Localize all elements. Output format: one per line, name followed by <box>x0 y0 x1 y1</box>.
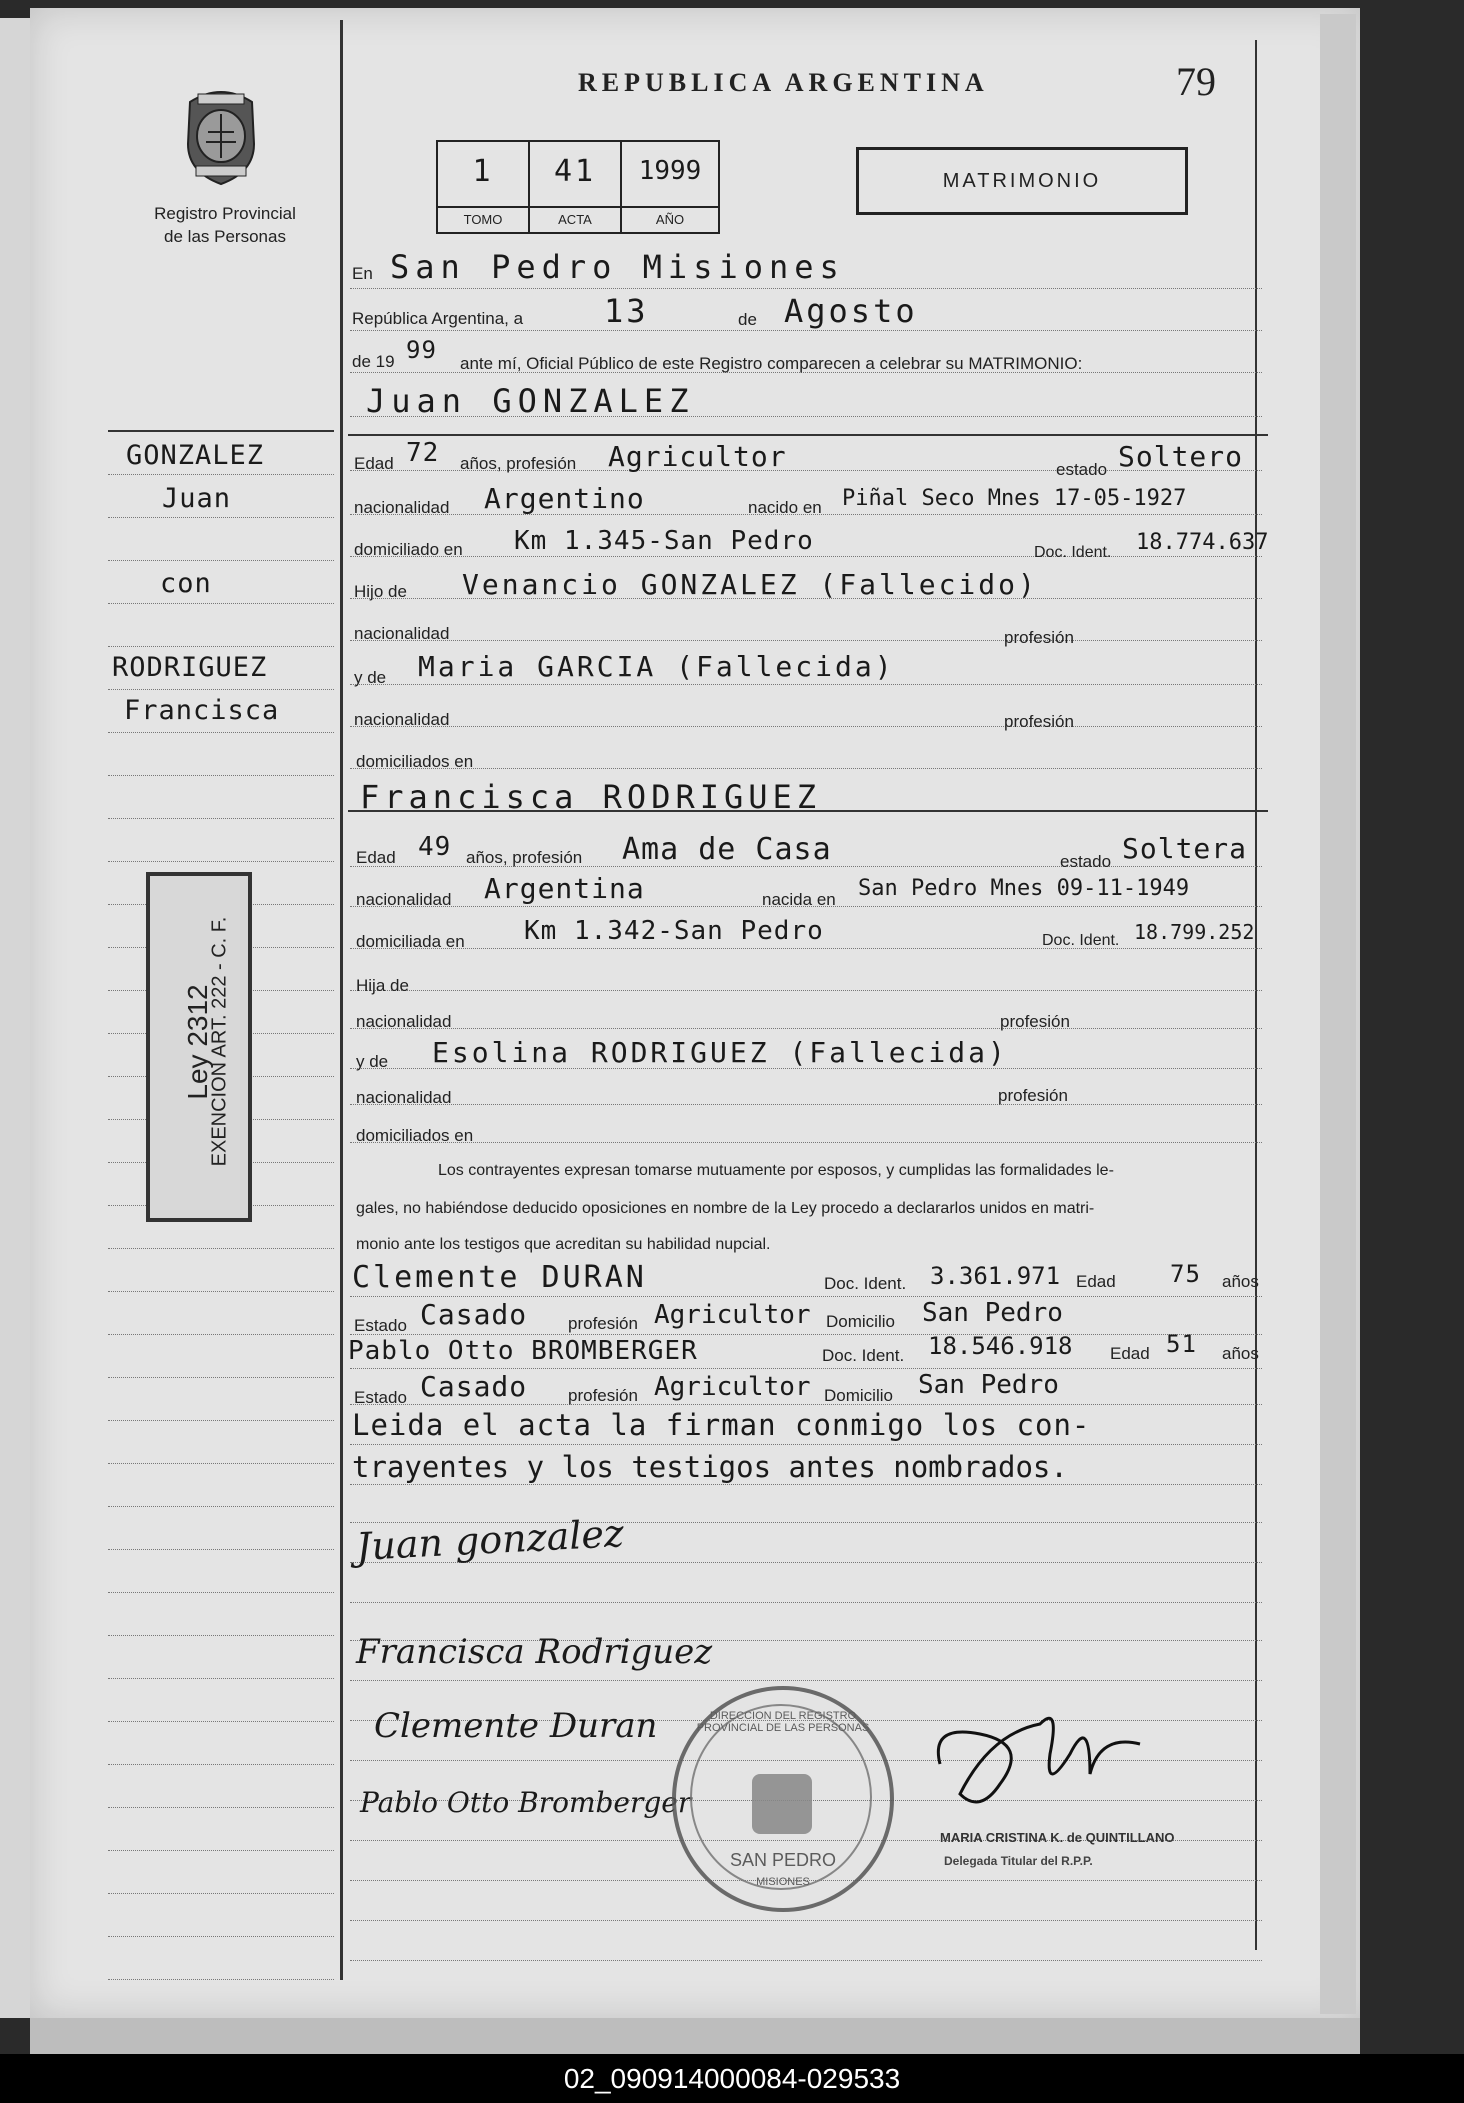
groom-nac-label: nacionalidad <box>354 498 450 517</box>
anio-cell <box>622 142 718 232</box>
margin-ruled-line <box>108 603 334 604</box>
groom-padres-dom-label: domiciliados en <box>356 752 474 771</box>
witness1-doc: 3.361.971 <box>930 1262 1061 1290</box>
witness1-estado: Casado <box>420 1298 528 1331</box>
page-number: 79 <box>1176 59 1216 104</box>
stamp-bottom: MISIONES <box>756 1876 810 1888</box>
margin-top-rule <box>108 430 334 432</box>
bride-nac-label: nacionalidad <box>356 890 452 909</box>
margin-ruled-line <box>108 1377 334 1378</box>
bride-age: 49 <box>418 832 452 862</box>
witness2-edad-label: Edad <box>1110 1344 1150 1363</box>
tomo-label: TOMO <box>438 206 528 227</box>
margin-name2: Francisca <box>124 695 280 726</box>
declaration-line3: monio ante los testigos que acreditan su habilidad nupcial. <box>356 1236 771 1253</box>
witness1-edad-label: Edad <box>1076 1272 1116 1291</box>
provincial-seal <box>178 84 264 188</box>
registry-line2: de las Personas <box>164 227 286 246</box>
month-value: Agosto <box>784 292 918 330</box>
groom-hijo-label: Hijo de <box>354 582 407 601</box>
groom-estado-label: estado <box>1056 460 1108 479</box>
body-ruled-line <box>350 1368 1262 1369</box>
groom-estado: Soltero <box>1118 440 1244 473</box>
margin-ruled-line <box>108 1807 334 1808</box>
body-ruled-line <box>350 1028 1262 1029</box>
republica-label: República Argentina, a <box>352 309 524 328</box>
witness2-dom-label: Domicilio <box>824 1386 893 1405</box>
witness2-anios-label: años <box>1222 1344 1259 1363</box>
margin-ruled-line <box>108 689 334 690</box>
margin-ruled-line <box>108 1721 334 1722</box>
record-number-box <box>436 140 720 234</box>
body-ruled-line <box>350 1404 1262 1405</box>
anio-value: 1999 <box>638 156 702 186</box>
bride-doc-label: Doc. Ident. <box>1042 932 1120 949</box>
bride-nac3-label: nacionalidad <box>356 1088 452 1107</box>
groom-anios-label: años, profesión <box>460 454 577 473</box>
groom-doc-label: Doc. Ident. <box>1034 544 1112 561</box>
year-prefix: de 19 <box>352 352 395 371</box>
bride-name: Francisca RODRIGUEZ <box>360 778 822 816</box>
margin-ruled-line <box>108 1549 334 1550</box>
margin-ruled-line <box>108 775 334 776</box>
witness1-age: 75 <box>1170 1260 1201 1288</box>
witness2-profession: Agricultor <box>654 1372 811 1402</box>
margin-ruled-line <box>108 646 334 647</box>
groom-dom-label: domiciliado en <box>354 540 463 559</box>
witness2-signature: Pablo Otto Bromberger <box>360 1786 692 1819</box>
left-page-edge <box>0 18 30 2018</box>
witness1-signature: Clemente Duran <box>374 1706 658 1746</box>
witness2-age: 51 <box>1166 1330 1197 1358</box>
witness1-estado-label: Estado <box>354 1316 407 1335</box>
de-label: de <box>738 310 757 329</box>
groom-nacido-label: nacido en <box>748 498 822 517</box>
closing-line1: Leida el acta la firman conmigo los con- <box>352 1408 1091 1442</box>
margin-ruled-line <box>108 1506 334 1507</box>
bride-doc: 18.799.252 <box>1134 920 1255 944</box>
intro-text: ante mí, Oficial Público de este Registro comparecen a celebrar su MATRIMONIO: <box>460 354 1083 373</box>
bride-padres-dom-label: domiciliados en <box>356 1126 474 1145</box>
body-ruled-line <box>350 726 1262 727</box>
body-ruled-line <box>350 1680 1262 1681</box>
margin-ruled-line <box>108 1463 334 1464</box>
margin-ruled-line <box>108 1850 334 1851</box>
witness2-domicile: San Pedro <box>918 1370 1059 1400</box>
body-ruled-line <box>350 948 1262 949</box>
acta-label: ACTA <box>530 206 620 227</box>
stamp-emblem <box>752 1774 812 1834</box>
bride-edad-label: Edad <box>356 848 396 867</box>
groom-domicile: Km 1.345-San Pedro <box>514 526 814 556</box>
body-ruled-line <box>350 1296 1262 1297</box>
margin-surname1: GONZALEZ <box>126 440 265 471</box>
groom-signature: Juan gonzalez <box>355 1511 625 1569</box>
body-ruled-line <box>350 1960 1262 1961</box>
witness1-domicile: San Pedro <box>922 1298 1063 1328</box>
margin-ruled-line <box>108 1893 334 1894</box>
tomo-cell <box>438 142 530 232</box>
margin-divider <box>340 20 343 1980</box>
body-ruled-line <box>350 1142 1262 1143</box>
bride-birth: San Pedro Mnes 09-11-1949 <box>858 876 1190 901</box>
margin-ruled-line <box>108 1678 334 1679</box>
margin-ruled-line <box>108 1764 334 1765</box>
right-rule <box>1255 40 1257 1950</box>
body-ruled-line <box>350 330 1262 331</box>
stamp-line2: EXENCION ART. 222 - C. F. <box>208 916 231 1167</box>
body-ruled-line <box>350 1920 1262 1921</box>
bride-nationality: Argentina <box>484 872 645 905</box>
witness2-doc: 18.546.918 <box>928 1332 1073 1360</box>
bride-signature: Francisca Rodriguez <box>356 1632 713 1672</box>
body-ruled-line <box>350 556 1262 557</box>
rule-groom-top <box>348 434 1268 436</box>
stamp-place: SAN PEDRO <box>729 1850 837 1870</box>
witness1-profession: Agricultor <box>654 1300 811 1330</box>
closing-line2: trayentes y los testigos antes nombrados. <box>352 1450 1068 1484</box>
body-ruled-line <box>350 990 1262 991</box>
groom-profession: Agricultor <box>608 440 787 473</box>
groom-nac2-label: nacionalidad <box>354 624 450 643</box>
acta-value: 41 <box>553 154 597 189</box>
witness2-estado-label: Estado <box>354 1388 407 1407</box>
witness1-prof-label: profesión <box>568 1314 638 1333</box>
bride-anios-label: años, profesión <box>466 848 583 867</box>
body-ruled-line <box>350 288 1262 289</box>
groom-prof-label: profesión <box>1004 628 1074 647</box>
margin-ruled-line <box>108 1936 334 1937</box>
en-label: En <box>352 264 373 283</box>
declaration-line1: Los contrayentes expresan tomarse mutuamente por esposos, y cumplidas las formalidades le- <box>438 1162 1114 1179</box>
bride-profession: Ama de Casa <box>622 832 832 867</box>
margin-ruled-line <box>108 1592 334 1593</box>
bride-mother: Esolina RODRIGUEZ (Fallecida) <box>432 1036 1008 1069</box>
body-ruled-line <box>350 684 1262 685</box>
official-title: Delegada Titular del R.P.P. <box>944 1854 1093 1868</box>
margin-ruled-line <box>108 818 334 819</box>
margin-ruled-line <box>108 1635 334 1636</box>
margin-ruled-line <box>108 1248 334 1249</box>
witness1-doc-label: Doc. Ident. <box>824 1274 907 1293</box>
bride-hija-label: Hija de <box>356 976 409 995</box>
witness2-prof-label: profesión <box>568 1386 638 1405</box>
body-ruled-line <box>350 1334 1262 1335</box>
margin-con: con <box>160 568 212 599</box>
country-heading: REPUBLICA ARGENTINA <box>578 68 989 97</box>
margin-ruled-line <box>108 1291 334 1292</box>
groom-name: Juan GONZALEZ <box>366 382 695 420</box>
place-value: San Pedro Misiones <box>390 248 845 286</box>
witness1-anios-label: años <box>1222 1272 1259 1291</box>
margin-name1: Juan <box>162 483 232 514</box>
bride-domicile: Km 1.342-San Pedro <box>524 916 824 946</box>
margin-ruled-line <box>108 861 334 862</box>
exemption-stamp <box>146 872 252 1222</box>
body-ruled-line <box>350 1602 1262 1603</box>
stamp-line1: Ley 2312 <box>182 984 213 1100</box>
groom-nac3-label: nacionalidad <box>354 710 450 729</box>
stamp-text: DIRECCION DEL REGISTRO PROVINCIAL DE LAS PERSONAS <box>696 1710 870 1734</box>
doc-type-box: MATRIMONIO <box>856 147 1188 215</box>
margin-ruled-line <box>108 732 334 733</box>
bride-dom-label: domiciliada en <box>356 932 465 951</box>
body-ruled-line <box>350 640 1262 641</box>
official-round-stamp <box>672 1686 894 1912</box>
groom-nationality: Argentino <box>484 482 645 515</box>
anio-label: AÑO <box>622 206 718 227</box>
bride-estado: Soltera <box>1122 832 1248 865</box>
witness1-name: Clemente DURAN <box>352 1260 647 1295</box>
margin-ruled-line <box>108 1334 334 1335</box>
right-page-edge <box>1320 14 1356 2014</box>
bottom-page-edge <box>30 2018 1360 2054</box>
witness1-dom-label: Domicilio <box>826 1312 895 1331</box>
margin-ruled-line <box>108 560 334 561</box>
bride-nac2-label: nacionalidad <box>356 1012 452 1031</box>
margin-ruled-line <box>108 1420 334 1421</box>
acta-cell <box>530 142 622 232</box>
margin-ruled-line <box>108 474 334 475</box>
declaration-line2: gales, no habiéndose deducido oposiciones en nombre de la Ley procedo a declararlos unidos en matri- <box>356 1200 1095 1217</box>
witness2-estado: Casado <box>420 1370 528 1403</box>
groom-edad-label: Edad <box>354 454 394 473</box>
groom-age: 72 <box>406 438 440 468</box>
margin-surname2: RODRIGUEZ <box>112 652 268 683</box>
official-signature <box>920 1694 1160 1826</box>
bride-prof-label: profesión <box>1000 1012 1070 1031</box>
groom-prof2-label: profesión <box>1004 712 1074 731</box>
body-ruled-line <box>350 1484 1262 1485</box>
bride-yde-label: y de <box>356 1052 389 1071</box>
tomo-value: 1 <box>472 154 494 189</box>
groom-father: Venancio GONZALEZ (Fallecido) <box>462 568 1038 601</box>
bride-nacida-label: nacida en <box>762 890 836 909</box>
bride-estado-label: estado <box>1060 852 1112 871</box>
official-name: MARIA CRISTINA K. de QUINTILLANO <box>940 1830 1175 1845</box>
bride-prof2-label: profesión <box>998 1086 1068 1105</box>
witness2-name: Pablo Otto BROMBERGER <box>348 1336 698 1366</box>
groom-mother: Maria GARCIA (Fallecida) <box>418 650 895 683</box>
day-value: 13 <box>604 292 649 330</box>
year-suffix: 99 <box>406 336 437 364</box>
groom-birth: Piñal Seco Mnes 17-05-1927 <box>842 486 1187 511</box>
margin-ruled-line <box>108 517 334 518</box>
witness2-doc-label: Doc. Ident. <box>822 1346 905 1365</box>
groom-yde-label: y de <box>354 668 387 687</box>
margin-ruled-line <box>108 1979 334 1980</box>
registry-line1: Registro Provincial <box>154 204 296 223</box>
body-ruled-line <box>350 768 1262 769</box>
body-ruled-line <box>350 1444 1262 1445</box>
image-caption: 02_090914000084-029533 <box>0 2054 1464 2103</box>
groom-doc: 18.774.637 <box>1136 530 1269 555</box>
body-ruled-line <box>350 1104 1262 1105</box>
